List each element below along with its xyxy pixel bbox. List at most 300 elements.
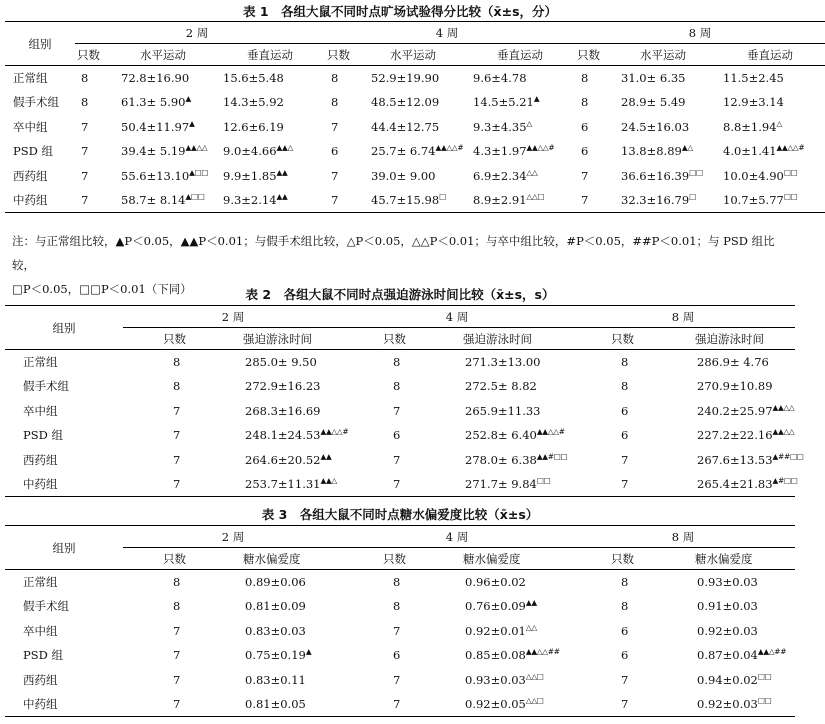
- count-value: 6: [621, 428, 629, 443]
- sub-header-label: 垂直运动: [247, 47, 293, 62]
- sub-header: [361, 44, 465, 66]
- row-group: [5, 643, 123, 668]
- sub-header-label: 只数: [383, 551, 407, 566]
- value-cell-significance-mark: ▲▲: [525, 598, 537, 608]
- vertical-cell: [215, 90, 325, 115]
- horizontal-cell-value: 13.8±8.89: [621, 144, 682, 159]
- note-line-2: □P＜0.05，□□P＜0.01（下同）: [12, 282, 192, 296]
- vertical-cell-value: 6.9±2.34: [473, 168, 527, 183]
- group-header-label: 组别: [52, 540, 76, 555]
- value-cell-significance-mark: △△: [525, 622, 537, 632]
- horizontal-cell: [361, 115, 465, 140]
- row-group-label: PSD 组: [23, 648, 63, 663]
- count-cell: [571, 570, 665, 595]
- value-cell-value: 227.2±22.16: [697, 428, 773, 443]
- vertical-cell: [465, 115, 575, 140]
- value-cell-significance-mark: ▲▲△△#: [536, 427, 565, 437]
- row-group-label: 正常组: [13, 71, 48, 85]
- value-cell: [213, 350, 343, 375]
- value-cell: [665, 692, 795, 717]
- count-value: 7: [393, 477, 401, 491]
- vertical-cell: [215, 164, 325, 189]
- count-value: 7: [173, 403, 181, 418]
- vertical-cell-value: 15.6±5.48: [223, 71, 284, 85]
- horizontal-cell-significance-mark: ▲▲△△#: [435, 143, 464, 153]
- horizontal-cell-significance-mark: □: [439, 192, 446, 202]
- sub-header-label: 垂直运动: [497, 47, 543, 62]
- value-cell-significance-mark: ▲▲#□□: [536, 451, 568, 461]
- week-label: 2 周: [221, 309, 245, 324]
- sub-header: [343, 328, 433, 350]
- sub-header-label: 糖水偏爱度: [463, 551, 521, 566]
- week-label: 4 周: [435, 25, 459, 40]
- count-value: 6: [581, 144, 589, 159]
- value-cell-significance-mark: △△□: [525, 671, 544, 681]
- count-value: 8: [581, 95, 589, 110]
- row-group-label: 西药组: [13, 168, 48, 183]
- sub-header-label: 只数: [383, 331, 407, 346]
- sub-header: [111, 44, 215, 66]
- count-cell: [571, 399, 665, 424]
- value-cell: [433, 350, 571, 375]
- value-cell-significance-mark: ▲▲△△##: [525, 647, 560, 657]
- count-value: 7: [81, 144, 89, 159]
- horizontal-cell-value: 61.3± 5.90: [121, 95, 186, 110]
- count-cell: [575, 139, 611, 164]
- row-group: [5, 374, 123, 399]
- count-value: 8: [393, 355, 401, 369]
- horizontal-cell-value: 58.7± 8.14: [121, 193, 186, 207]
- value-cell-significance-mark: □□: [536, 476, 551, 486]
- group-header: [5, 22, 75, 66]
- table-row: [5, 472, 795, 497]
- value-cell: [213, 594, 343, 619]
- sub-header-label: 只数: [611, 331, 635, 346]
- row-group-label: 正常组: [23, 575, 58, 589]
- week-header-w4: [325, 22, 575, 44]
- row-group-label: PSD 组: [23, 428, 63, 443]
- count-value: 7: [621, 697, 629, 711]
- count-cell: [123, 472, 213, 497]
- vertical-cell-value: 8.9±2.91: [473, 193, 527, 207]
- table3-title: 表 3 各组大鼠不同时点糖水偏爱度比较（x̄±s）: [261, 507, 539, 522]
- value-cell-value: 253.7±11.31: [245, 477, 321, 491]
- row-group: [5, 570, 123, 595]
- value-cell-significance-mark: ▲: [305, 647, 312, 657]
- vertical-cell-value: 9.9±1.85: [223, 168, 277, 183]
- value-cell-value: 268.3±16.69: [245, 403, 321, 418]
- table-row: [5, 570, 795, 595]
- value-cell-significance-mark: ▲▲△△: [772, 402, 795, 412]
- count-value: 7: [173, 648, 181, 663]
- count-value: 8: [81, 95, 89, 110]
- count-cell: [343, 570, 433, 595]
- horizontal-cell: [611, 115, 715, 140]
- week-header-w8: [571, 526, 795, 548]
- row-group-label: 中药组: [23, 697, 58, 711]
- sub-header: [575, 44, 611, 66]
- vertical-cell-value: 10.0±4.90: [723, 168, 784, 183]
- count-cell: [343, 692, 433, 717]
- count-value: 8: [81, 71, 89, 85]
- row-group: [5, 188, 75, 213]
- count-cell: [325, 164, 361, 189]
- value-cell: [433, 692, 571, 717]
- row-group-label: PSD 组: [13, 144, 53, 159]
- vertical-cell-value: 8.8±1.94: [723, 119, 777, 134]
- value-cell: [665, 350, 795, 375]
- row-group-label: 卒中组: [23, 403, 58, 418]
- count-value: 8: [393, 379, 401, 394]
- vertical-cell-significance-mark: □□: [783, 167, 798, 177]
- horizontal-cell-significance-mark: ▲: [185, 94, 191, 104]
- count-cell: [343, 374, 433, 399]
- horizontal-cell-value: 45.7±15.98: [371, 193, 440, 207]
- vertical-cell-value: 4.3±1.97: [473, 144, 527, 159]
- vertical-cell-value: 9.3±4.35: [473, 119, 527, 134]
- count-cell: [75, 90, 111, 115]
- week-label: 8 周: [671, 529, 695, 544]
- value-cell-value: 240.2±25.97: [697, 403, 773, 418]
- value-cell: [433, 472, 571, 497]
- count-cell: [571, 692, 665, 717]
- count-value: 6: [581, 119, 589, 134]
- value-cell-significance-mark: △△□: [525, 696, 544, 706]
- value-cell-value: 0.92±0.03: [697, 697, 758, 711]
- count-value: 8: [173, 355, 181, 369]
- sub-header: [665, 548, 795, 570]
- value-cell-value: 0.83±0.11: [245, 672, 306, 687]
- vertical-cell-significance-mark: △: [526, 118, 532, 128]
- value-cell-value: 0.92±0.03: [697, 623, 758, 638]
- row-group-label: 卒中组: [23, 623, 58, 638]
- vertical-cell: [215, 115, 325, 140]
- count-cell: [571, 448, 665, 473]
- count-cell: [75, 66, 111, 91]
- row-group-label: 中药组: [23, 477, 58, 491]
- sub-header: [611, 44, 715, 66]
- horizontal-cell-significance-mark: □□: [689, 167, 703, 177]
- horizontal-cell-value: 32.3±16.79: [621, 193, 690, 207]
- table-row: [5, 164, 825, 189]
- horizontal-cell: [611, 139, 715, 164]
- count-cell: [571, 472, 665, 497]
- value-cell: [665, 472, 798, 497]
- horizontal-cell-value: 50.4±11.97: [121, 119, 190, 134]
- value-cell-significance-mark: ▲▲△: [320, 476, 337, 486]
- value-cell-significance-mark: ▲#□□: [772, 476, 798, 486]
- sub-header: [325, 44, 361, 66]
- count-value: 7: [81, 168, 89, 183]
- horizontal-cell-value: 39.4± 5.19: [121, 144, 186, 159]
- count-value: 7: [393, 452, 401, 467]
- count-cell: [575, 164, 611, 189]
- value-cell-value: 0.94±0.02: [697, 672, 758, 687]
- count-cell: [343, 399, 433, 424]
- count-cell: [571, 643, 665, 668]
- value-cell: [665, 570, 795, 595]
- value-cell-value: 270.9±10.89: [697, 379, 773, 394]
- count-cell: [571, 350, 665, 375]
- row-group-label: 假手术组: [23, 379, 69, 394]
- week-label: 4 周: [445, 529, 469, 544]
- horizontal-cell: [611, 66, 715, 91]
- value-cell: [213, 619, 343, 644]
- count-cell: [123, 448, 213, 473]
- table3: [5, 525, 795, 717]
- table-row: [5, 423, 795, 448]
- count-cell: [343, 423, 433, 448]
- vertical-cell-significance-mark: ▲▲△△#: [776, 143, 805, 153]
- vertical-cell: [715, 139, 825, 164]
- count-value: 7: [173, 452, 181, 467]
- count-cell: [123, 350, 213, 375]
- sub-header-label: 只数: [327, 47, 350, 62]
- sub-header-label: 糖水偏爱度: [695, 551, 753, 566]
- vertical-cell-value: 11.5±2.45: [723, 71, 784, 85]
- value-cell-value: 0.83±0.03: [245, 623, 306, 638]
- value-cell: [213, 423, 349, 448]
- sub-header-label: 水平运动: [640, 47, 686, 62]
- horizontal-cell-value: 39.0± 9.00: [371, 168, 436, 183]
- count-cell: [575, 188, 611, 213]
- week-header-w2: [75, 22, 325, 44]
- table1: [5, 21, 825, 213]
- horizontal-cell-significance-mark: ▲□□: [189, 167, 209, 177]
- value-cell: [433, 399, 571, 424]
- count-cell: [575, 66, 611, 91]
- sub-header: [213, 548, 343, 570]
- table2-title: 表 2 各组大鼠不同时点强迫游泳时间比较（x̄±s，s）: [245, 287, 555, 302]
- horizontal-cell-value: 31.0± 6.35: [621, 71, 686, 85]
- vertical-cell-significance-mark: ▲: [533, 94, 540, 104]
- horizontal-cell: [361, 188, 465, 213]
- count-value: 7: [173, 428, 181, 443]
- week-header-w8: [575, 22, 825, 44]
- table-row: [5, 399, 795, 424]
- row-group-label: 正常组: [23, 355, 58, 369]
- count-value: 8: [621, 379, 629, 394]
- count-cell: [123, 692, 213, 717]
- value-cell-significance-mark: □□: [757, 696, 772, 706]
- table-row: [5, 448, 795, 473]
- horizontal-cell-value: 48.5±12.09: [371, 95, 440, 110]
- table-row: [5, 643, 795, 668]
- vertical-cell-value: 9.3±2.14: [223, 193, 277, 207]
- value-cell: [665, 643, 795, 668]
- vertical-cell: [715, 115, 825, 140]
- horizontal-cell-value: 24.5±16.03: [621, 119, 690, 134]
- sub-header: [123, 328, 213, 350]
- count-cell: [571, 594, 665, 619]
- count-value: 7: [173, 672, 181, 687]
- count-value: 7: [81, 193, 89, 207]
- value-cell-value: 0.81±0.09: [245, 599, 306, 614]
- count-value: 7: [393, 672, 401, 687]
- count-value: 7: [581, 193, 589, 207]
- value-cell: [433, 619, 571, 644]
- count-value: 7: [393, 697, 401, 711]
- vertical-cell-significance-mark: ▲▲△△#: [526, 143, 555, 153]
- count-value: 7: [581, 168, 589, 183]
- row-group-label: 中药组: [13, 193, 48, 207]
- group-header: [5, 306, 123, 350]
- vertical-cell-significance-mark: □□: [783, 192, 798, 202]
- value-cell: [433, 570, 571, 595]
- table-row: [5, 350, 795, 375]
- value-cell: [433, 374, 571, 399]
- vertical-cell-significance-mark: ▲▲△: [276, 143, 293, 153]
- vertical-cell-significance-mark: △: [776, 118, 782, 128]
- value-cell-significance-mark: ▲▲△##: [757, 647, 787, 657]
- sub-header: [75, 44, 111, 66]
- value-cell-value: 0.93±0.03: [697, 575, 758, 589]
- value-cell: [665, 399, 795, 424]
- week-label: 4 周: [445, 309, 469, 324]
- horizontal-cell: [361, 164, 465, 189]
- count-cell: [343, 643, 433, 668]
- count-cell: [123, 399, 213, 424]
- table-row: [5, 619, 795, 644]
- value-cell-value: 285.0± 9.50: [245, 355, 317, 369]
- horizontal-cell: [111, 139, 215, 164]
- week-label: 8 周: [688, 25, 712, 40]
- value-cell-value: 264.6±20.52: [245, 452, 321, 467]
- row-group: [5, 692, 123, 717]
- count-cell: [575, 115, 611, 140]
- value-cell: [665, 619, 795, 644]
- sub-header-label: 糖水偏爱度: [243, 551, 301, 566]
- count-value: 8: [621, 355, 629, 369]
- horizontal-cell: [111, 115, 215, 140]
- value-cell: [433, 668, 571, 693]
- count-value: 7: [393, 623, 401, 638]
- sub-header-label: 垂直运动: [747, 47, 793, 62]
- value-cell: [213, 570, 343, 595]
- horizontal-cell: [611, 164, 715, 189]
- count-value: 8: [173, 379, 181, 394]
- value-cell-value: 0.87±0.04: [697, 648, 758, 663]
- horizontal-cell: [361, 139, 465, 164]
- table-row: [5, 692, 795, 717]
- row-group: [5, 66, 75, 91]
- count-value: 8: [331, 95, 339, 110]
- row-group-label: 假手术组: [13, 95, 59, 110]
- group-header-label: 组别: [28, 36, 52, 51]
- value-cell: [213, 448, 343, 473]
- vertical-cell: [215, 139, 325, 164]
- horizontal-cell-significance-mark: ▲□□: [185, 192, 205, 202]
- count-value: 6: [621, 403, 629, 418]
- sub-header-label: 只数: [77, 47, 100, 62]
- horizontal-cell: [111, 90, 215, 115]
- count-cell: [575, 90, 611, 115]
- sub-header: [343, 548, 433, 570]
- count-cell: [75, 164, 111, 189]
- table-row: [5, 115, 825, 140]
- week-label: 2 周: [185, 25, 209, 40]
- vertical-cell-value: 14.5±5.21: [473, 95, 534, 110]
- sub-header-label: 只数: [577, 47, 600, 62]
- row-group: [5, 399, 123, 424]
- vertical-cell: [715, 164, 825, 189]
- table-row: [5, 374, 795, 399]
- value-cell-value: 248.1±24.53: [245, 428, 321, 443]
- horizontal-cell-value: 25.7± 6.74: [371, 144, 436, 159]
- count-value: 7: [81, 119, 89, 134]
- horizontal-cell-value: 36.6±16.39: [621, 168, 690, 183]
- vertical-cell: [715, 90, 825, 115]
- count-value: 7: [621, 672, 629, 687]
- table-row: [5, 90, 825, 115]
- value-cell-value: 265.4±21.83: [697, 477, 773, 491]
- count-value: 7: [393, 403, 401, 418]
- vertical-cell-significance-mark: △△□: [526, 192, 545, 202]
- value-cell: [433, 448, 571, 473]
- row-group: [5, 619, 123, 644]
- value-cell: [213, 472, 343, 497]
- count-value: 6: [393, 428, 401, 443]
- value-cell-value: 286.9± 4.76: [697, 355, 769, 369]
- vertical-cell-value: 10.7±5.77: [723, 193, 784, 207]
- horizontal-cell-value: 52.9±19.90: [371, 71, 440, 85]
- count-cell: [343, 668, 433, 693]
- value-cell: [665, 594, 795, 619]
- value-cell: [665, 448, 804, 473]
- row-group: [5, 594, 123, 619]
- count-value: 7: [173, 477, 181, 491]
- value-cell-value: 272.9±16.23: [245, 379, 321, 394]
- row-group: [5, 350, 123, 375]
- row-group: [5, 115, 75, 140]
- count-cell: [325, 90, 361, 115]
- sub-header: [571, 328, 665, 350]
- value-cell-value: 272.5± 8.82: [465, 379, 537, 394]
- sub-header-label: 水平运动: [140, 47, 186, 62]
- count-value: 7: [621, 452, 629, 467]
- horizontal-cell-value: 44.4±12.75: [371, 119, 440, 134]
- horizontal-cell: [111, 66, 215, 91]
- vertical-cell-value: 12.9±3.14: [723, 95, 784, 110]
- count-cell: [123, 619, 213, 644]
- count-cell: [343, 619, 433, 644]
- sub-header: [715, 44, 825, 66]
- count-cell: [571, 374, 665, 399]
- sub-header: [215, 44, 325, 66]
- vertical-cell: [215, 66, 325, 91]
- count-value: 8: [581, 71, 589, 85]
- week-header-w8: [571, 306, 795, 328]
- count-cell: [325, 66, 361, 91]
- horizontal-cell-significance-mark: ▲▲△△: [185, 143, 208, 153]
- table1-title: 表 1 各组大鼠不同时点旷场试验得分比较（x̄±s，分）: [242, 4, 558, 19]
- count-value: 7: [331, 119, 339, 134]
- count-value: 6: [621, 623, 629, 638]
- value-cell-value: 0.81±0.05: [245, 697, 306, 711]
- sub-header-label: 只数: [163, 331, 186, 346]
- table-row: [5, 139, 825, 164]
- count-cell: [123, 570, 213, 595]
- week-header-w4: [343, 526, 571, 548]
- sub-header: [665, 328, 795, 350]
- value-cell-value: 252.8± 6.40: [465, 428, 537, 443]
- value-cell: [433, 423, 571, 448]
- count-value: 7: [173, 697, 181, 711]
- sub-header-label: 只数: [163, 551, 186, 566]
- count-cell: [123, 668, 213, 693]
- vertical-cell-value: 9.0±4.66: [223, 144, 277, 159]
- value-cell: [665, 423, 795, 448]
